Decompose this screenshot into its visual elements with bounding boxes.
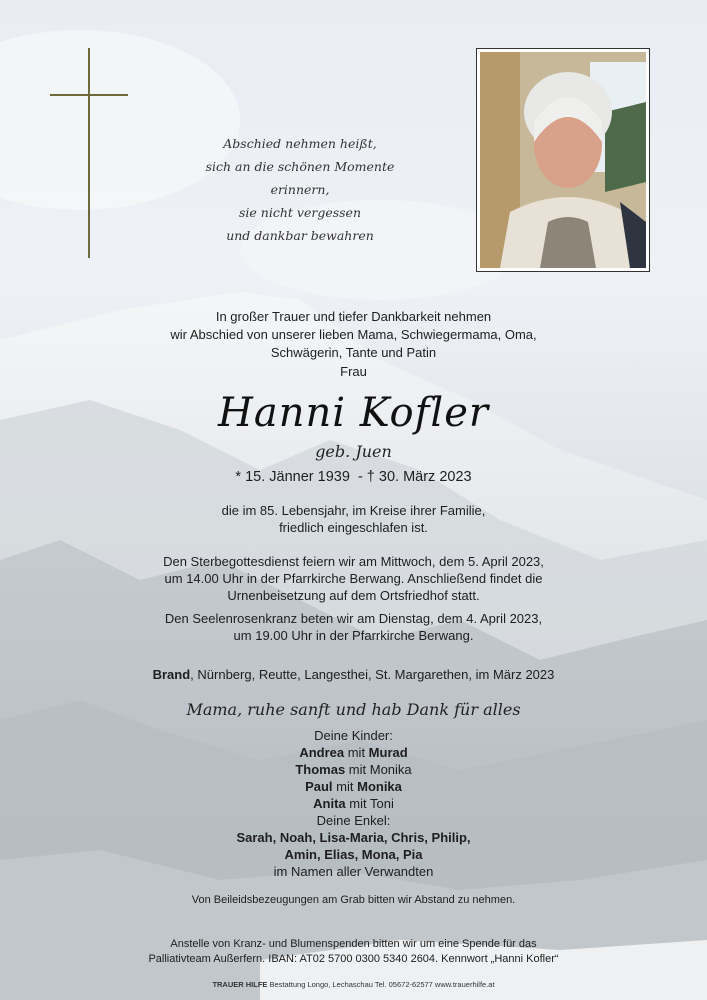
grandchildren-line [0, 846, 707, 863]
life-line: die im 85. Lebensjahr, im Kreise ihrer Familie, [221, 503, 486, 518]
service-line: um 14.00 Uhr in der Pfarrkirche Berwang. Anschließend findet die [164, 571, 543, 586]
children-heading: Deine Kinder: [314, 728, 393, 743]
donation-line: Palliativteam Außerfern. IBAN: AT02 5700 0300 5340 2604. Kennwort „Hanni Kofler“ [148, 953, 559, 965]
maiden-name: geb. Juen [315, 442, 392, 461]
joiner: mit [345, 762, 370, 777]
partner-name: Toni [369, 796, 394, 811]
child-name: Paul [305, 779, 333, 794]
child-name: Andrea [299, 745, 345, 760]
intro-line: In großer Trauer und tiefer Dankbarkeit nehmen [215, 309, 492, 324]
service-line: Den Sterbegottesdienst feiern wir am Mittwoch, dem 5. April 2023, [163, 554, 544, 569]
donation-line: Anstelle von Kranz- und Blumenspenden bitten wir um eine Spende für das [170, 938, 537, 950]
poem-line: sich an die schönen Momente erinnern, [205, 159, 395, 197]
partner-name: Monika [357, 779, 402, 794]
poem-line: und dankbar bewahren [226, 228, 374, 243]
deceased-name: Hanni Kofler [217, 390, 490, 436]
rosary-line: Den Seelenrosenkranz beten wir am Dienstag, dem 4. April 2023, [164, 611, 543, 626]
child-row [0, 744, 707, 761]
life-statement [0, 502, 707, 536]
footer-brand: TRAUER HILFE [212, 980, 268, 989]
donation-request [0, 937, 707, 967]
partner-name: Monika [369, 762, 412, 777]
portrait-photo [476, 48, 650, 272]
joiner: mit [332, 779, 358, 794]
grandchildren-names: Sarah, Noah, Lisa-Maria, Chris, Philip, [236, 830, 471, 845]
joiner: mit [345, 796, 370, 811]
family-list [0, 727, 707, 880]
funeral-service-info [0, 553, 707, 604]
life-line: friedlich eingeschlafen ist. [279, 520, 428, 535]
footer-imprint [0, 980, 707, 989]
grandchildren-line [0, 829, 707, 846]
motto: Mama, ruhe sanft und hab Dank für alles [186, 700, 521, 719]
joiner: mit [344, 745, 369, 760]
rosary-info [0, 610, 707, 644]
child-row [0, 795, 707, 812]
relatives-line: im Namen aller Verwandten [273, 864, 434, 879]
cross-icon [50, 48, 128, 258]
footer-details: Bestattung Longo, Lechaschau Tel. 05672-62577 www.trauerhilfe.at [267, 980, 495, 989]
poem-line: sie nicht vergessen [239, 205, 361, 220]
condolence-note: Von Beileidsbezeugungen am Grab bitten wir Abstand zu nehmen. [191, 894, 516, 906]
child-name: Anita [313, 796, 346, 811]
intro-line: wir Abschied von unserer lieben Mama, Schwiegermama, Oma, [170, 327, 537, 342]
intro-text [0, 308, 707, 362]
grandchildren-heading: Deine Enkel: [316, 813, 391, 828]
service-line: Urnenbeisetzung auf dem Ortsfriedhof statt. [227, 588, 480, 603]
places-line [0, 667, 707, 682]
poem-line: Abschied nehmen heißt, [223, 136, 377, 151]
child-row [0, 778, 707, 795]
intro-line: Schwägerin, Tante und Patin [270, 345, 437, 360]
places-bold: Brand [152, 667, 191, 682]
rosary-line: um 19.00 Uhr in der Pfarrkirche Berwang. [233, 628, 474, 643]
honorific: Frau [340, 364, 367, 379]
life-dates: * 15. Jänner 1939 - † 30. März 2023 [235, 469, 472, 485]
grandchildren-names: Amin, Elias, Mona, Pia [284, 847, 423, 862]
child-name: Thomas [295, 762, 346, 777]
child-row [0, 761, 707, 778]
partner-name: Murad [368, 745, 408, 760]
places-rest: , Nürnberg, Reutte, Langesthei, St. Margarethen, im März 2023 [190, 667, 555, 682]
poem [175, 132, 425, 247]
